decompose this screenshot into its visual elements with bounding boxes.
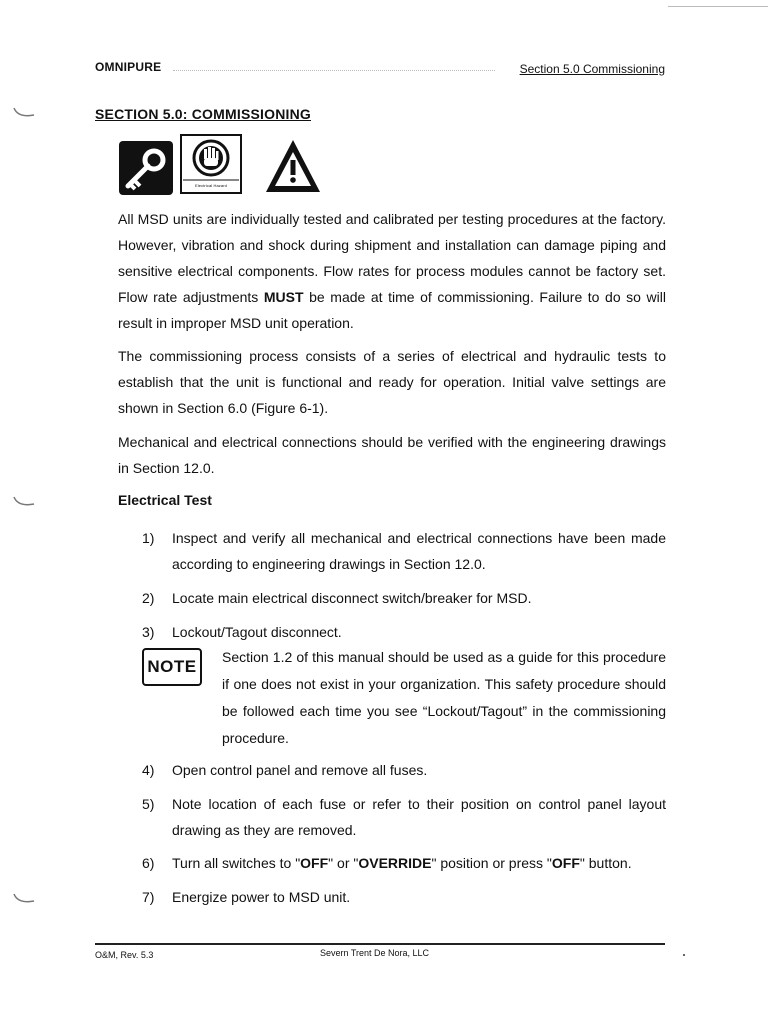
step-6-text-b: " or " <box>328 855 359 871</box>
footer-revision: O&M, Rev. 5.3 <box>95 950 154 960</box>
step-2 <box>142 585 666 611</box>
footer-rule <box>95 943 665 945</box>
footer-company: Severn Trent De Nora, LLC <box>320 948 430 958</box>
step-number: 7) <box>142 889 155 905</box>
step-number: 3) <box>142 624 155 640</box>
process-paragraph <box>118 343 666 421</box>
icon-caption: Electrical Hazard <box>195 183 227 188</box>
intro-text-a: All MSD units are individually tested and calibrated per testing procedures at the factory. However, vibration and shock during shipment and installation can damage piping and sensitive electrical components. Flow rates for process modules cannot be factory set. Flow rate adjustments <box>118 211 666 305</box>
override-keyword: OVERRIDE <box>358 855 432 871</box>
step-number: 5) <box>142 796 155 812</box>
note-text: Section 1.2 of this manual should be used as a guide for this procedure if one does not exist in your organization. This safety procedure should be followed each time you see “Lockout/Tagout” in the commissioning procedure. <box>222 649 666 746</box>
note-box <box>142 648 202 686</box>
binder-hole-mark <box>12 495 40 509</box>
intro-emphasis: MUST <box>263 289 304 305</box>
section-title: SECTION 5.0: COMMISSIONING <box>95 106 311 122</box>
step-text: Inspect and verify all mechanical and electrical connections have been made according to engineering drawings in Section 12.0. <box>172 530 666 572</box>
scan-artifact-dot <box>683 954 685 956</box>
step-6-text-c: " position or press " <box>431 855 552 871</box>
off-keyword: OFF <box>300 855 329 871</box>
key-icon <box>118 140 174 196</box>
page-header <box>95 60 665 78</box>
intro-text-b: be made at time of commissioning. Failure to do so will result in improper MSD unit operation. <box>118 289 666 331</box>
connections-paragraph <box>118 429 666 481</box>
safety-icons <box>118 134 328 198</box>
note-label: NOTE <box>147 657 197 676</box>
step-text: Open control panel and remove all fuses. <box>172 762 428 778</box>
step-text: Lockout/Tagout disconnect. <box>172 624 342 640</box>
step-4 <box>142 757 666 783</box>
step-5 <box>142 791 666 843</box>
step-6-text-d: " button. <box>579 855 632 871</box>
electrical-test-heading: Electrical Test <box>118 492 212 508</box>
off-keyword: OFF <box>551 855 580 871</box>
electrical-hazard-triangle-icon <box>264 138 322 196</box>
scan-artifact-line <box>668 6 768 7</box>
step-6-text-a: Turn all switches to " <box>172 855 301 871</box>
connections-text: Mechanical and electrical connections should be verified with the engineering drawings in Section 12.0. <box>118 434 666 476</box>
stop-hand-icon <box>180 134 242 194</box>
intro-paragraph <box>118 206 666 336</box>
step-7 <box>142 884 666 910</box>
step-3 <box>142 619 666 645</box>
step-6 <box>142 850 666 876</box>
binder-hole-mark <box>12 106 40 120</box>
process-text: The commissioning process consists of a series of electrical and hydraulic tests to establish that the unit is functional and ready for operation. Initial valve settings are shown in Section 6.0 (Figure 6-1). <box>118 348 666 416</box>
header-dotted-rule <box>173 70 495 71</box>
step-number: 4) <box>142 762 155 778</box>
step-text: Note location of each fuse or refer to their position on control panel layout drawing as they are removed. <box>172 796 666 838</box>
binder-hole-mark <box>12 892 40 906</box>
step-number: 1) <box>142 530 155 546</box>
brand-name: OMNIPURE <box>95 60 162 74</box>
step-1 <box>142 525 666 577</box>
step-number: 6) <box>142 855 155 871</box>
step-text: Locate main electrical disconnect switch/breaker for MSD. <box>172 590 532 606</box>
header-section-ref: Section 5.0 Commissioning <box>519 62 665 76</box>
step-number: 2) <box>142 590 155 606</box>
step-text <box>172 850 666 876</box>
step-text: Energize power to MSD unit. <box>172 889 351 905</box>
